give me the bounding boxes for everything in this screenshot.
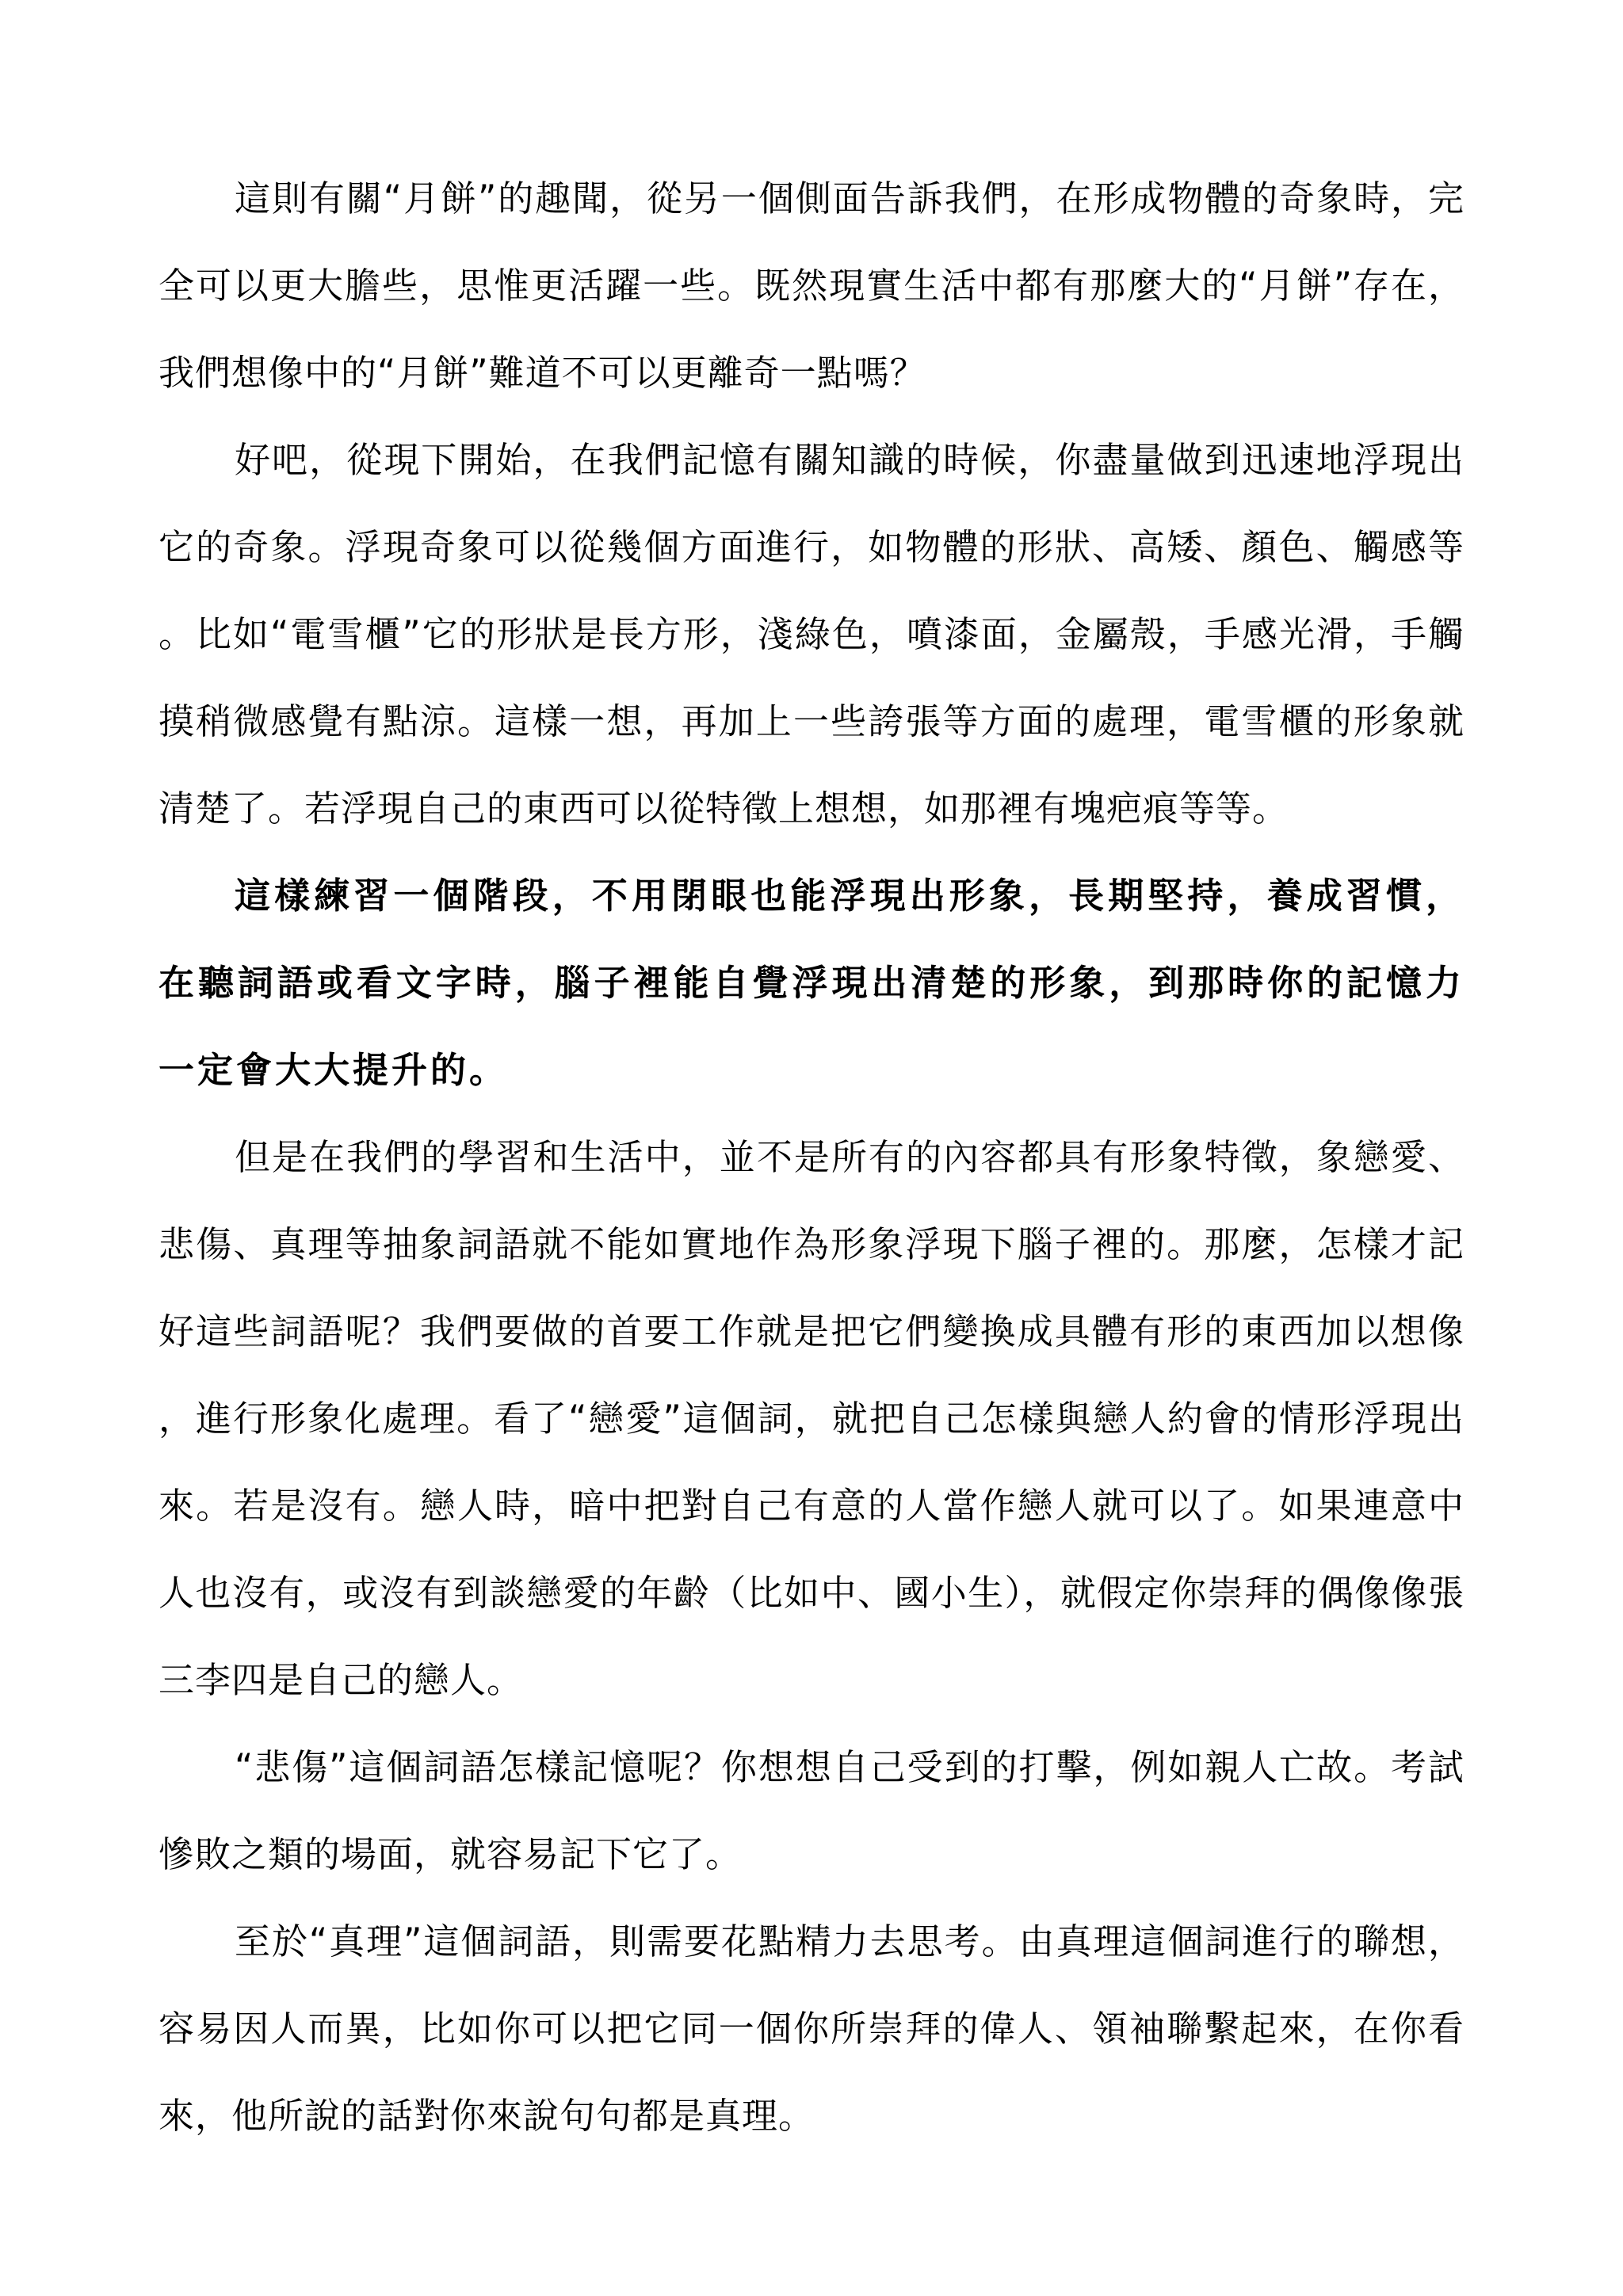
paragraph-sadness: “悲傷”這個詞語怎樣記憶呢？你想想自己受到的打擊，例如親人亡故。考試慘敗之類的場面，就容易記下它了。 <box>158 1746 1465 1875</box>
body-text <box>158 155 1465 2160</box>
paragraph-abstract-words: 但是在我們的學習和生活中，並不是所有的內容都具有形象特徵，象戀愛、悲傷、真理等抽象詞語就不能如實地作為形象浮現下腦子裡的。那麼，怎樣才記好這些詞語呢？我們要做的首要工作就是把它們變換成具體有形的東西加以想像，進行形象化處理。看了“戀愛”這個詞，就把自己怎樣與戀人約會的情形浮現出來。若是沒有。戀人時，暗中把對自己有意的人當作戀人就可以了。如果連意中人也沒有，或沒有到談戀愛的年齡（比如中、國小生），就假定你崇拜的偶像像張三李四是自己的戀人。 <box>158 1136 1465 1701</box>
paragraph-practice-emphasis: 這樣練習一個階段，不用閉眼也能浮現出形象，長期堅持，養成習慣，在聽詞語或看文字時，腦子裡能自覺浮現出清楚的形象，到那時你的記憶力一定會大大提升的。 <box>158 875 1465 1091</box>
paragraph-visualization-method: 好吧，從現下開始，在我們記憶有關知識的時候，你盡量做到迅速地浮現出它的奇象。浮現奇象可以從幾個方面進行，如物體的形狀、高矮、顏色、觸感等。比如“電雪櫃”它的形狀是長方形，淺綠色，噴漆面，金屬殼，手感光滑，手觸摸稍微感覺有點涼。這樣一想，再加上一些誇張等方面的處理，電雪櫃的形象就清楚了。若浮現自己的東西可以從特徵上想想，如那裡有塊疤痕等等。 <box>158 439 1465 830</box>
paragraph-mooncake-anecdote: 這則有關“月餅”的趣聞，從另一個側面告訴我們，在形成物體的奇象時，完全可以更大膽些，思惟更活躍一些。既然現實生活中都有那麼大的“月餅”存在，我們想像中的“月餅”難道不可以更離奇一點嗎？ <box>158 177 1465 394</box>
paragraph-truth: 至於“真理”這個詞語，則需要花點精力去思考。由真理這個詞進行的聯想，容易因人而異，比如你可以把它同一個你所崇拜的偉人、領袖聯繫起來，在你看來，他所說的話對你來說句句都是真理。 <box>158 1920 1465 2137</box>
